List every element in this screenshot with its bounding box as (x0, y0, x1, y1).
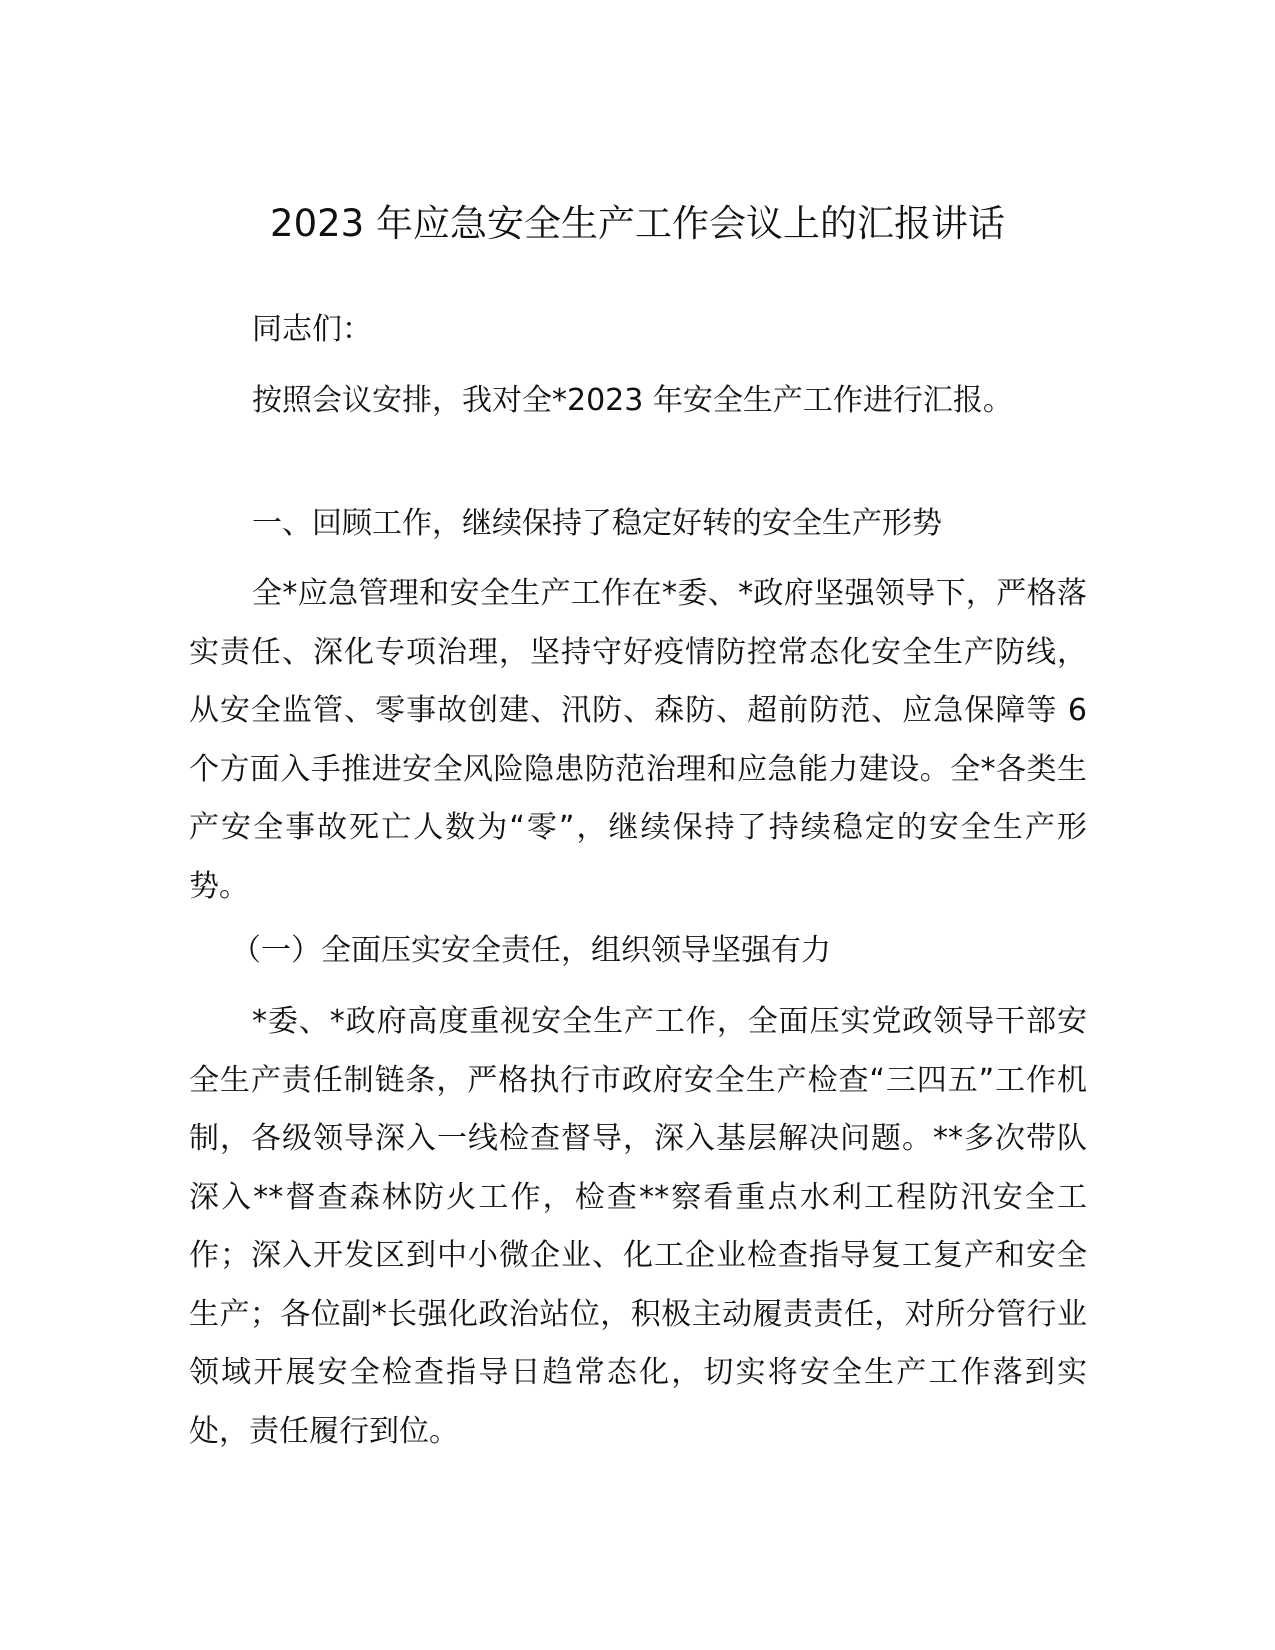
subsection-paragraph-responsibility: *委、*政府高度重视安全生产工作，全面压实党政领导干部安全生产责任制链条，严格执行市政府安全生产检查“三四五”工作机制，各级领导深入一线检查督导，深入基层解决问题。**多次带队深入**督查森林防火工作，检查**察看重点水利工程防汛安全工作；深入开发区到中小微企业、化工企业检查指导复工复产和安全生产；各位副*长强化政治站位，积极主动履责责任，对所分管行业领域开展安全检查指导日趋常态化，切实将安全生产工作落到实处，责任履行到位。 (189, 1004, 1087, 1449)
subsection-heading-responsibility: （一）全面压实安全责任，组织领导坚强有力 (231, 933, 831, 968)
document-title: 2023 年应急安全生产工作会议上的汇报讲话 (270, 202, 1005, 245)
intro-paragraph: 按照会议安排，我对全*2023 年安全生产工作进行汇报。 (252, 383, 1013, 418)
section-paragraph-review: 全*应急管理和安全生产工作在*委、*政府坚强领导下，严格落实责任、深化专项治理，坚持守好疫情防控常态化安全生产防线，从安全监管、零事故创建、汛防、森防、超前防范、应急保障等 6 个方面入手推进安全风险隐患防范治理和应急能力建设。全*各类生产安全事故死亡人数为“零”，继续保持了持续稳定的安全生产形势。 (189, 576, 1087, 904)
greeting: 同志们： (252, 312, 372, 347)
section-heading-review: 一、回顾工作，继续保持了稳定好转的安全生产形势 (252, 506, 942, 541)
